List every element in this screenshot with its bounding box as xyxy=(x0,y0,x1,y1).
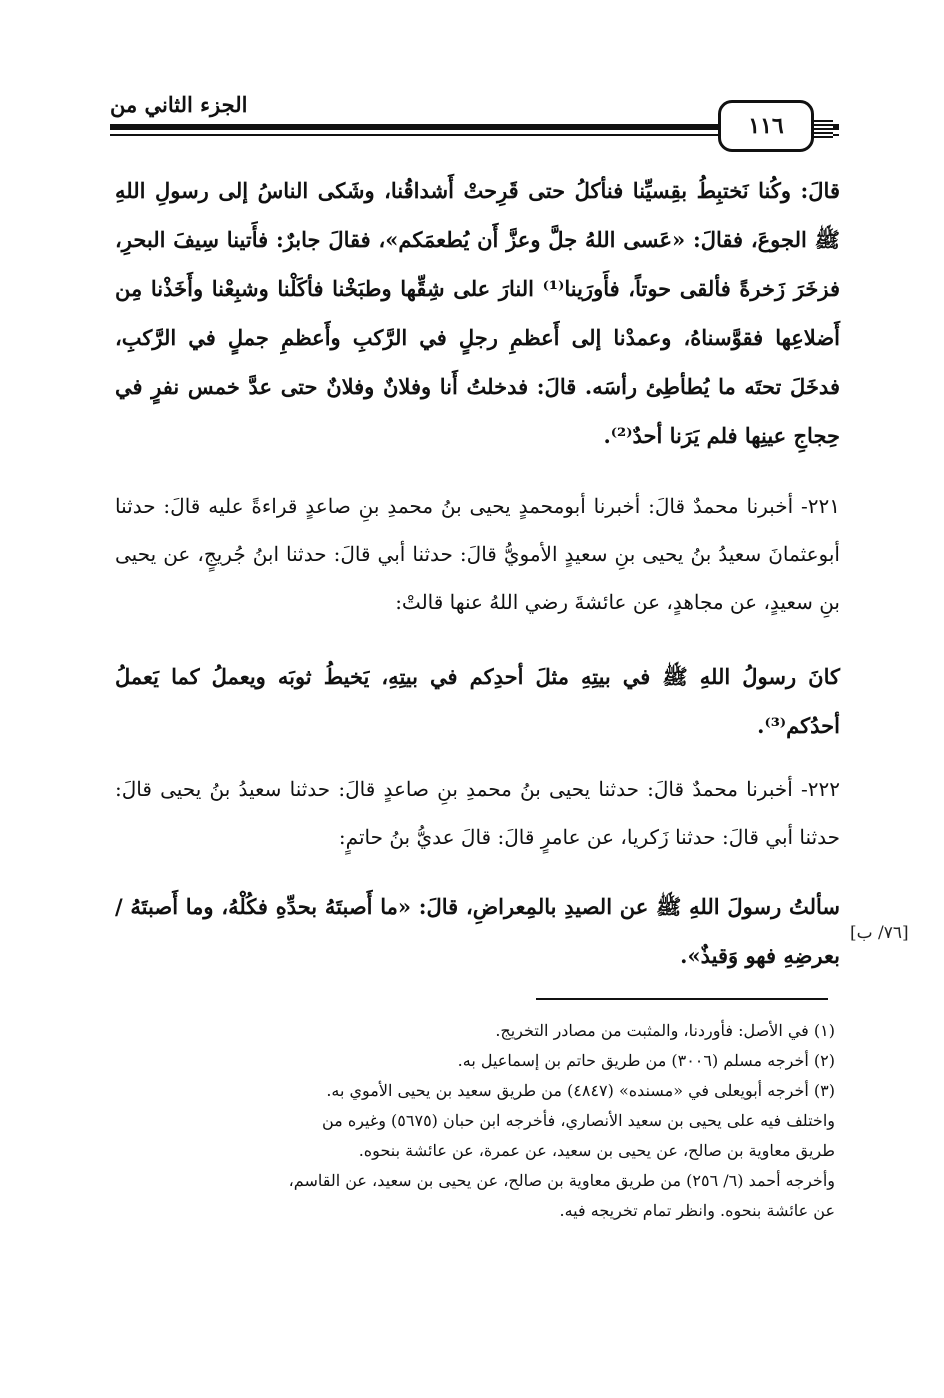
manuscript-folio-note: [٧٦/ ب] xyxy=(850,923,909,943)
footnote-3: (٣) أخرجه أبويعلى في «مسنده» (٤٨٤٧) من طريق سعيد بن يحيى الأموي به. xyxy=(326,1081,835,1100)
footnote-separator xyxy=(536,998,828,1000)
hadith-221-text: كانَ رسولُ اللهِ ﷺ في بيتِهِ مثلَ أحدِكم في بيتِهِ، يَخيطُ ثوبَه ويعملُ كما يَعملُ أحدُكم⁽³⁾. xyxy=(115,664,840,738)
hadith-221-isnad: ٢٢١- أخبرنا محمدٌ قالَ: أخبرنا أبومحمدٍ يحيى بنُ محمدِ بنِ صاعدٍ قراءةً عليه قالَ: حدثنا أبوعثمانَ سعيدُ بنُ يحيى بنِ سعيدٍ الأمويُّ قالَ: حدثنا أبي قالَ: حدثنا ابنُ جُريجٍ، عن يحيى بنِ سعيدٍ، عن مجاهدٍ، عن عائشةَ رضي اللهُ عنها قالتْ: xyxy=(115,494,840,614)
footnote-1: (١) في الأصل: فأوردنا، والمثبت من مصادر التخريج. xyxy=(495,1021,835,1040)
footnote-2: (٢) أخرجه مسلم (٣٠٠٦) من طريق حاتم بن إسماعيل به. xyxy=(457,1051,835,1070)
footnote-3-line-3: طريق معاوية بن صالح، عن يحيى بن سعيد، عن عمرة، عن عائشة بنحوه. xyxy=(358,1141,835,1160)
footnote-3-line-4: وأخرجه أحمد (٦/ ٢٥٦) من طريق معاوية بن صالح، عن يحيى بن سعيد، عن القاسم، xyxy=(288,1171,835,1190)
running-title: الجزء الثاني من xyxy=(110,92,248,117)
hadith-222-text: سألتُ رسولَ اللهِ ﷺ عن الصيدِ بالمِعراضِ، قالَ: «ما أَصبتَهُ بحدِّهِ فكُلْهُ، وما أَصبتَهُ / بعرضِهِ فهو وَقيذٌ». xyxy=(115,894,840,968)
page-number: ١١٦ xyxy=(718,100,814,152)
footnotes xyxy=(115,1016,835,1226)
footnote-3-line-5: عن عائشة بنحوه. وانظر تمام تخريجه فيه. xyxy=(559,1201,835,1220)
hadith-222-isnad: ٢٢٢- أخبرنا محمدٌ قالَ: حدثنا يحيى بنُ محمدِ بنِ صاعدٍ قالَ: حدثنا سعيدُ بنُ يحيى قالَ: حدثنا أبي قالَ: حدثنا زَكريا، عن عامرٍ قالَ: قالَ عديُّ بنُ حاتمٍ: xyxy=(115,777,840,849)
hadith-220-text: قالَ: وكُنا نَختبِطُ بقِسيِّنا فنأكلُ حتى قَرِحتْ أَشداقُنا، وشَكى الناسُ إلى رسولِ اللهِ ﷺ الجوعَ، فقالَ: «عَسى اللهُ جلَّ وعزَّ أَن يُطعمَكم»، فقالَ جابرٌ: فأَتينا سِيفَ البحرِ، فزخَرَ زَخرةً فألقى حوتاً، فأَورَينا⁽¹⁾ النارَ على شِقِّها وطبَخْنا فأكَلْنا وشبِعْنا وأَخَذْنا مِن أَضلاعِها فقوَّسناهُ، وعمدْنا إلى أَعظمِ رجلٍ في الرَّكبِ وأَعظمِ جملٍ في الرَّكبِ، فدخَلَ تحتَه ما يُطأطِئ رأسَه. قالَ: فدخلتُ أَنا وفلانٌ وفلانٌ حتى عدَّ خمس نفرٍ في حِجاجِ عينِها فلم يَرَنا أحدٌ⁽²⁾. xyxy=(115,178,840,448)
footnote-3-line-2: واختلف فيه على يحيى بن سعيد الأنصاري، فأخرجه ابن حبان (٥٦٧٥) وغيره من xyxy=(321,1111,835,1130)
